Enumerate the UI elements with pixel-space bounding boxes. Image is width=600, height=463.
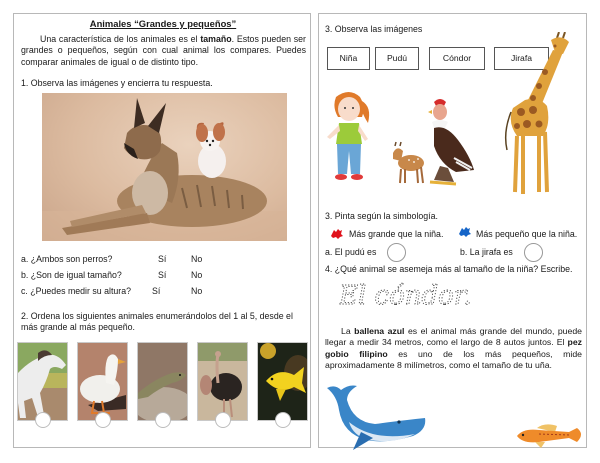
dogs-photo xyxy=(42,93,287,241)
question-text: b. ¿Son de igual tamaño? xyxy=(21,270,122,280)
facts-paragraph xyxy=(325,326,582,371)
answer-yes[interactable]: Sí xyxy=(158,254,167,264)
animal-card-duck xyxy=(77,342,128,421)
question-1-prompt: 1. Observa las imágenes y encierra tu respuesta. xyxy=(21,78,213,88)
question-2-prompt: 2. Ordena los siguientes animales enumerándolos del 1 al 5, desde el más grande al más pequeño. xyxy=(21,311,293,333)
legend-smaller-label: Más pequeño que la niña. xyxy=(476,229,578,239)
question-4-prompt: 4. ¿Qué animal se asemeja más al tamaño de la niña? Escribe. xyxy=(325,264,573,274)
answer-yes[interactable]: Sí xyxy=(158,270,167,280)
facts-bold-goby: pez gobio filipino xyxy=(325,337,582,359)
animal-card-lizard xyxy=(137,342,188,421)
girl-illustration xyxy=(324,89,374,184)
order-circle-duck[interactable] xyxy=(95,412,111,428)
worksheet-page-left xyxy=(13,13,311,448)
blue-paint-swatch-icon xyxy=(459,227,471,237)
question-text: a. ¿Ambos son perros? xyxy=(21,254,113,264)
blue-whale-illustration xyxy=(325,384,430,452)
answer-no[interactable]: No xyxy=(191,254,203,264)
order-circle-ostrich[interactable] xyxy=(215,412,231,428)
answer-b-label: b. La jirafa es xyxy=(460,247,513,257)
facts-text-1: La xyxy=(341,326,355,336)
facts-bold-whale: ballena azul xyxy=(354,326,405,336)
animal-card-ostrich xyxy=(197,342,248,421)
answer-no[interactable]: No xyxy=(191,286,203,296)
goby-fish-illustration xyxy=(515,422,585,448)
condor-illustration xyxy=(426,96,478,188)
question-text: c. ¿Puedes medir su altura? xyxy=(21,286,132,296)
intro-text-1: Una característica de los animales es el xyxy=(40,34,201,44)
red-paint-swatch-icon xyxy=(331,229,343,239)
order-circle-lizard[interactable] xyxy=(155,412,171,428)
giraffe-illustration xyxy=(497,32,572,197)
name-box-jirafa[interactable]: Jirafa xyxy=(494,47,549,70)
answer-b-paint-circle[interactable] xyxy=(524,243,543,262)
answer-yes[interactable]: Sí xyxy=(152,286,161,296)
name-box-nina[interactable]: Niña xyxy=(327,47,370,70)
facts-text-2: es el animal más grande del mundo, puede llegar a medir 34 metros, como el largo de 8 autos juntos. El xyxy=(325,326,583,348)
traced-answer-text: El cóndor. xyxy=(339,281,472,311)
intro-bold-word: tamaño xyxy=(200,34,232,44)
facts-text-3: es uno de los más pequeños, mide aproximadamente 8 milímetros, como el tamaño de tu uña. xyxy=(325,348,582,370)
animal-card-horse xyxy=(17,342,68,421)
pudu-illustration xyxy=(387,141,427,186)
question-3-prompt: 3. Observa las imágenes xyxy=(325,24,423,34)
answer-no[interactable]: No xyxy=(191,270,203,280)
answer-a-paint-circle[interactable] xyxy=(387,243,406,262)
worksheet-page-right xyxy=(318,13,587,448)
intro-text-2: . Estos pueden ser grandes o pequeños, según con cual animal los compares. Puedes comparar animales de igual o de distinto tipo. xyxy=(21,34,306,67)
name-box-pudu[interactable]: Pudú xyxy=(375,47,419,70)
worksheet-title: Animales “Grandes y pequeños” xyxy=(89,18,237,29)
traced-answer-field[interactable] xyxy=(339,280,519,312)
legend-bigger-label: Más grande que la niña. xyxy=(349,229,444,239)
order-circle-horse[interactable] xyxy=(35,412,51,428)
order-circle-fish[interactable] xyxy=(275,412,291,428)
intro-paragraph xyxy=(21,34,306,68)
answer-a-label: a. El pudú es xyxy=(325,247,377,257)
question-3b-prompt: 3. Pinta según la simbología. xyxy=(325,211,438,221)
name-box-condor[interactable]: Cóndor xyxy=(429,47,485,70)
animal-card-fish xyxy=(257,342,308,421)
